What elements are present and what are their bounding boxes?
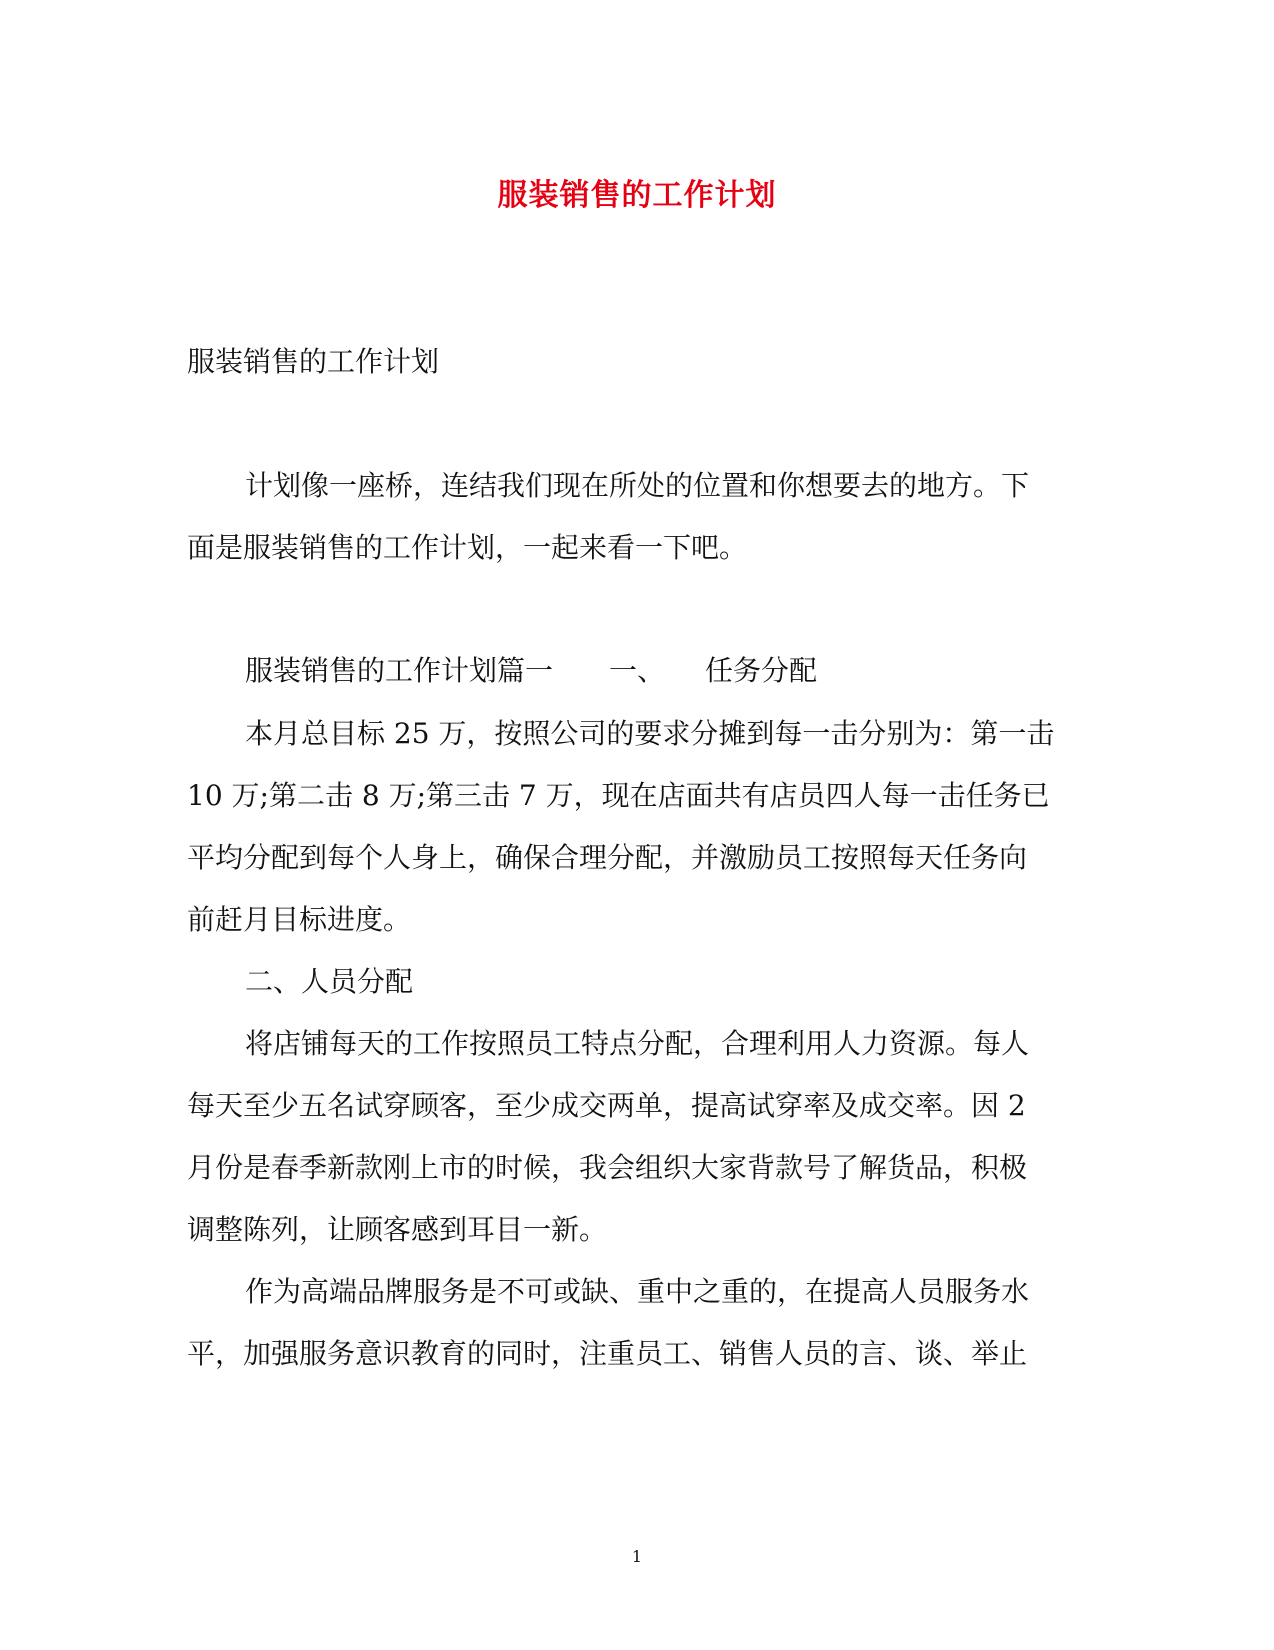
- para3-line-2: 平，加强服务意识教育的同时，注重员工、销售人员的言、谈、举止: [187, 1337, 1028, 1370]
- section1-heading-label: 任务分配: [705, 654, 818, 687]
- document-subtitle: 服装销售的工作计划: [187, 345, 440, 378]
- intro-line-1: 计划像一座桥，连结我们现在所处的位置和你想要去的地方。下: [245, 469, 1030, 502]
- para2-line-3: 月份是春季新款刚上市的时候，我会组织大家背款号了解货品，积极: [187, 1151, 1028, 1184]
- intro-line-2: 面是服装销售的工作计划，一起来看一下吧。: [187, 531, 748, 564]
- para1-line-1: 本月总目标 25 万，按照公司的要求分摊到每一击分别为：第一击: [245, 717, 1055, 750]
- para2-line-2: 每天至少五名试穿顾客，至少成交两单，提高试穿率及成交率。因 2: [187, 1089, 1026, 1122]
- para2-line-4: 调整陈列，让顾客感到耳目一新。: [187, 1213, 608, 1246]
- section1-heading-number: 一、: [609, 654, 666, 687]
- para1-line-3: 平均分配到每个人身上，确保合理分配，并激励员工按照每天任务向: [187, 841, 1028, 874]
- para3-line-1: 作为高端品牌服务是不可或缺、重中之重的，在提高人员服务水: [245, 1275, 1030, 1308]
- para1-line-2: 10 万;第二击 8 万;第三击 7 万，现在店面共有店员四人每一击任务已: [187, 779, 1050, 812]
- section1-heading: [245, 651, 1145, 691]
- section2-heading: 二、人员分配: [245, 965, 414, 998]
- para2-line-1: 将店铺每天的工作按照员工特点分配，合理利用人力资源。每人: [245, 1027, 1030, 1060]
- page-number: 1: [631, 1547, 643, 1566]
- document-title: 服装销售的工作计划: [497, 178, 777, 213]
- para1-line-4: 前赶月目标进度。: [187, 903, 412, 936]
- section1-heading-title: 服装销售的工作计划篇一: [245, 654, 554, 687]
